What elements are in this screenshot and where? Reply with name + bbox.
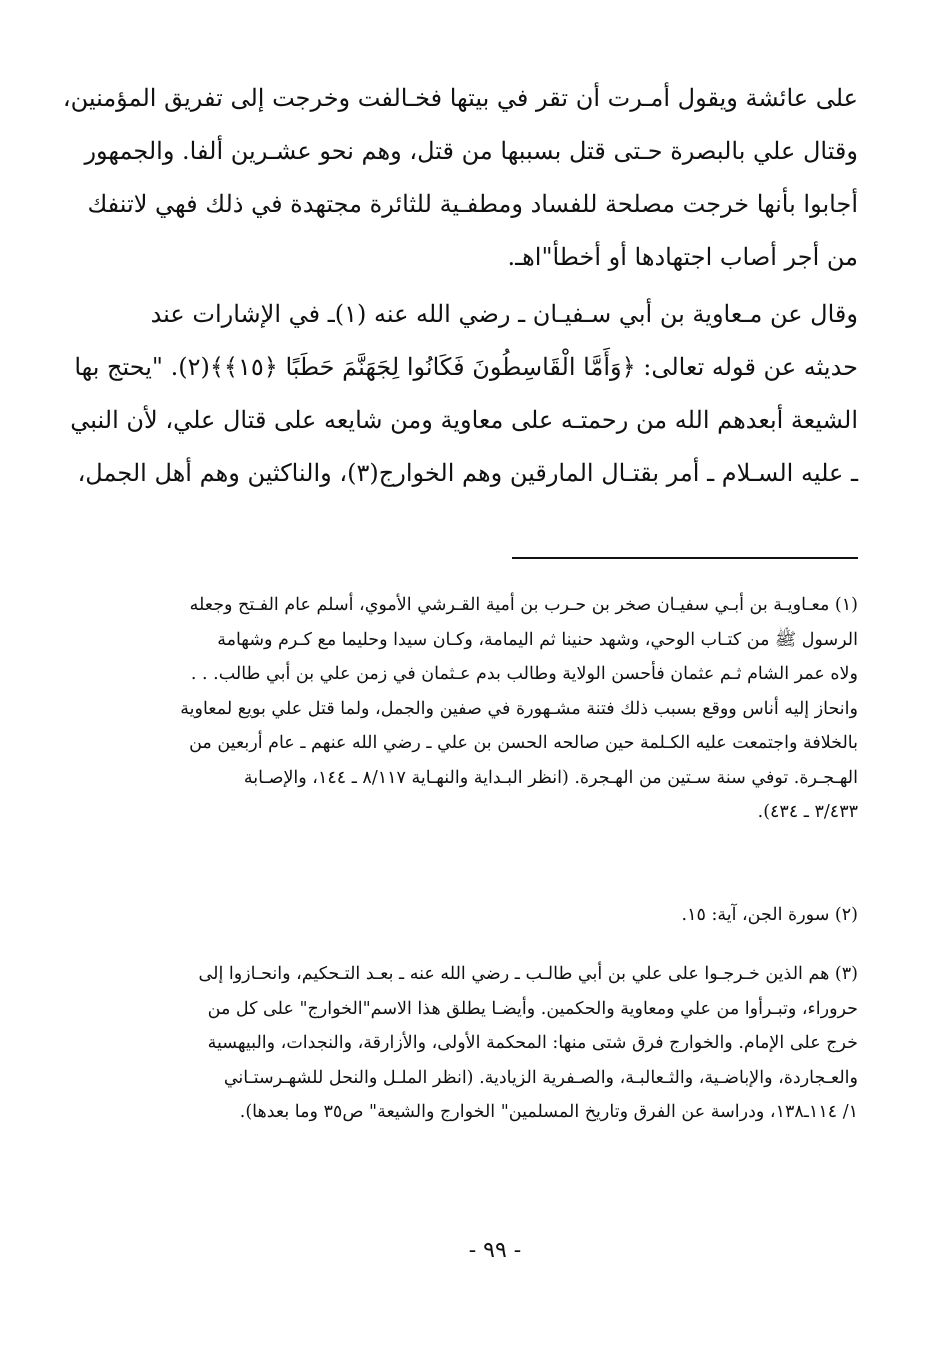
footnote-line: (٣) هم الذين خـرجـوا على علي بن أبي طالـب ـ رضي الله عنه ـ بعـد التـحكيم، وانحـازوا إلى: [198, 964, 858, 984]
footnote-line: (٢) سورة الجن، آية: ١٥.: [681, 905, 858, 925]
text-line: حديثه عن قوله تعالى: ﴿وَأَمَّا الْقَاسِطُونَ فَكَانُوا لِجَهَنَّمَ حَطَبًا ﴿١٥﴾﴾(٢). "يحتج بها: [74, 353, 858, 381]
footnote-line: ولاه عمر الشام ثـم عثمان فأحسن الولاية وطالب بدم عـثمان في زمن علي بن أبي طالب. . .: [190, 664, 858, 684]
text-line: ـ عليه السـلام ـ أمر بقتـال المارقين وهم الخوارج(٣)، والناكثين وهم أهل الجمل،: [77, 459, 858, 487]
footnote-line: ٣/٤٣٣ ـ ٤٣٤).: [757, 802, 858, 822]
body-paragraph-2: [70, 288, 858, 500]
body-paragraph-1: [62, 72, 858, 284]
footnote-line: حروراء، وتبـرأوا من علي ومعاوية والحكمين. وأيضـا يطلق هذا الاسم"الخوارج" على كل من: [207, 998, 858, 1019]
footnote-line: بالخلافة واجتمعت عليه الكـلمة حين صالحه الحسن بن علي ـ رضي الله عنهم ـ عام أربعين من: [189, 733, 858, 753]
text-line: وقال عن مـعاوية بن أبي سـفيـان ـ رضي الله عنه (١)ـ في الإشارات عند: [150, 300, 858, 328]
footnote-line: والعـجاردة، والإباضـية، والثـعالبـة، والصـفرية الزيادية. (انظر الملـل والنحل للشهـرستـاني: [223, 1067, 858, 1088]
page-number: - ٩٩ -: [468, 1238, 522, 1263]
text-line: الشيعة أبعدهم الله من رحمتـه على معاوية ومن شايعه على قتال علي، لأن النبي: [70, 406, 858, 434]
footnote-line: الرسول ﷺ من كتـاب الوحي، وشهد حنينا ثم اليمامة، وكـان سيدا وحليما مع كـرم وشهامة: [217, 629, 858, 650]
footnote-separator: [512, 557, 858, 559]
text-line: من أجر أصاب اجتهادها أو أخطأ"اهـ.: [507, 243, 858, 271]
footnote-line: وانحاز إليه أناس ووقع بسبب ذلك فتنة مشـهورة في صفين والجمل، ولما قتل علي بويع لمعاوية: [180, 698, 858, 719]
text-line: وقتال علي بالبصرة حـتى قتل بسببها من قتل، وهم نحو عشـرين ألفا. والجمهور: [84, 137, 858, 165]
footnote-line: (١) معـاويـة بن أبـي سفيـان صخر بن حـرب بن أمية القـرشي الأموي، أسلم عام الفـتح وجعله: [189, 595, 858, 615]
footnote-3: [128, 957, 858, 1130]
text-line: أجابوا بأنها خرجت مصلحة للفساد ومطفـية للثائرة مجتهدة في ذلك فهي لاتنفك: [87, 190, 858, 218]
footnote-2: [128, 898, 858, 933]
text-line: على عائشة ويقول أمـرت أن تقر في بيتها فخـالفت وخرجت إلى تفريق المؤمنين،: [62, 84, 858, 112]
footnote-line: ١/ ١١٤ـ١٣٨، ودراسة عن الفرق وتاريخ المسلمين" الخوارج والشيعة" ص٣٥ وما بعدها).: [239, 1102, 858, 1122]
footnote-1: [128, 588, 858, 830]
footnote-line: خرج على الإمام. والخوارج فرق شتى منها: المحكمة الأولى، والأزارقة، والنجدات، والبيهسية: [207, 1033, 858, 1053]
footnote-line: الهـجـرة. توفي سنة سـتين من الهـجرة. (انظر البـداية والنهـاية ٨/١١٧ ـ ١٤٤، والإصـابة: [243, 767, 858, 788]
